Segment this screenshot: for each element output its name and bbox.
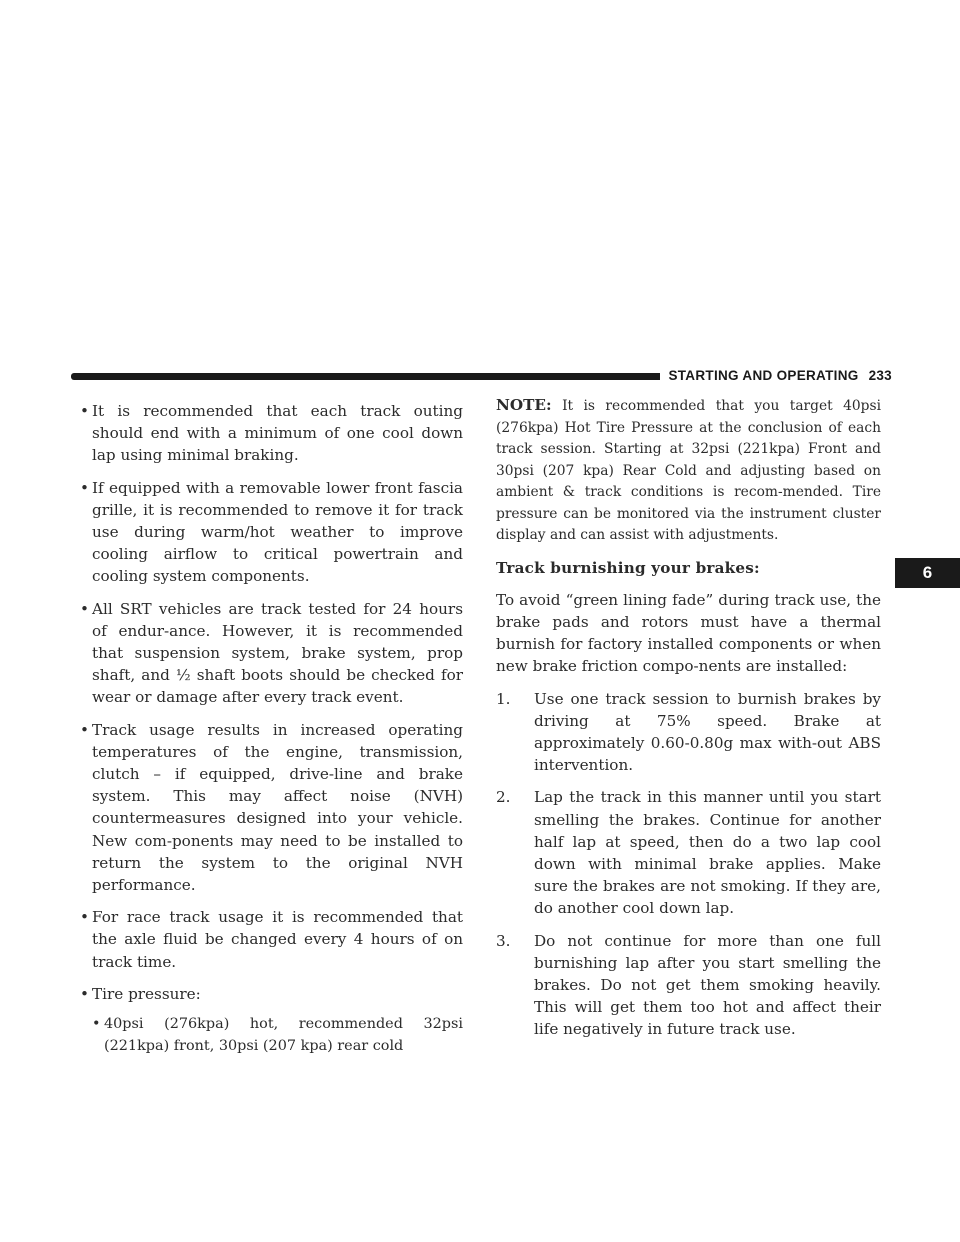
step-number: 2. [496, 788, 511, 807]
bullet-item [80, 400, 463, 467]
numbered-step [496, 930, 881, 1041]
step-number: 1. [496, 689, 511, 708]
note-text: It is recommended that you target 40psi (276kpa) Hot Tire Pressure at the conclusion of each track session. Starting at 32psi (221kpa) Front and 30psi (207 kpa) Rear Cold and adjusting based on ambient & track conditions is recom-mended. Tire pressure can be monitored via the instrument cluster display and can assist with adjustments. [496, 398, 881, 543]
step-text: Use one track session to burnish brakes by driving at 75% speed. Brake at approximately 0.60-0.80g max with-out ABS intervention. [534, 689, 881, 775]
page-number: 233 [868, 368, 892, 383]
bullet-text: All SRT vehicles are track tested for 24 hours of endur-ance. However, it is recommended that suspension system, brake system, prop shaft, and ½ shaft boots should be checked for wear or damage after every track event. [92, 599, 463, 707]
step-text: Lap the track in this manner until you start smelling the brakes. Continue for another half lap at speed, then do a two lap cool down with minimal brake applies. Make sure the brakes are not smoking. If they are, do another cool down lap. [534, 788, 881, 918]
bullet-icon: • [80, 984, 89, 1003]
bullet-text: Track usage results in increased operating temperatures of the engine, transmission, clutch – if equipped, drive-line and brake system. This may affect noise (NVH) countermeasures designed into your vehicle. New com-ponents may need to be installed to return the system to the original NVH performance. [92, 720, 463, 895]
bullet-item [80, 477, 463, 588]
note-label: NOTE: [496, 396, 552, 414]
step-number: 3. [496, 931, 511, 950]
bullet-icon: • [80, 402, 89, 420]
bullet-icon: • [80, 908, 89, 927]
numbered-step [496, 786, 881, 919]
step-text: Do not continue for more than one full burnishing lap after you start smelling the brakes. Do not get them smoking heavily. This will get them too hot and affect their life negatively in future track use. [534, 931, 881, 1039]
sub-bullet-text: 40psi (276kpa) hot, recommended 32psi (221kpa) front, 30psi (207 kpa) rear cold [104, 1016, 463, 1055]
bullet-item [80, 719, 463, 897]
bullet-text: Tire pressure: [92, 984, 201, 1003]
bullet-text: If equipped with a removable lower front fascia grille, it is recommended to remove it for track use during warm/hot weather to improve cooling airflow to critical powertrain and cooling system components. [92, 478, 463, 586]
right-column [496, 395, 881, 1051]
bullet-icon: • [92, 1016, 101, 1033]
note-paragraph [496, 395, 881, 547]
bullet-text: For race track usage it is recommended that the axle fluid be changed every 4 hours of on track time. [92, 908, 463, 971]
sub-bullet-item [80, 1013, 463, 1057]
bullet-icon: • [80, 599, 89, 618]
left-column [80, 400, 463, 1057]
bullet-item [80, 598, 463, 709]
intro-paragraph: To avoid “green lining fade” during track use, the brake pads and rotors must have a thermal burnish for factory installed components or when new brake friction compo-nents are installed: [496, 590, 881, 676]
chapter-tab[interactable]: 6 [895, 558, 960, 588]
section-heading: Track burnishing your brakes: [496, 558, 760, 577]
bullet-icon: • [80, 720, 89, 739]
bullet-item [80, 906, 463, 973]
section-title: STARTING AND OPERATING [668, 368, 859, 383]
page-header [660, 366, 892, 386]
numbered-step [496, 688, 881, 777]
bullet-text: It is recommended that each track outing should end with a minimum of one cool down lap using minimal braking. [92, 402, 463, 465]
bullet-item [80, 983, 463, 1005]
bullet-icon: • [80, 478, 89, 497]
